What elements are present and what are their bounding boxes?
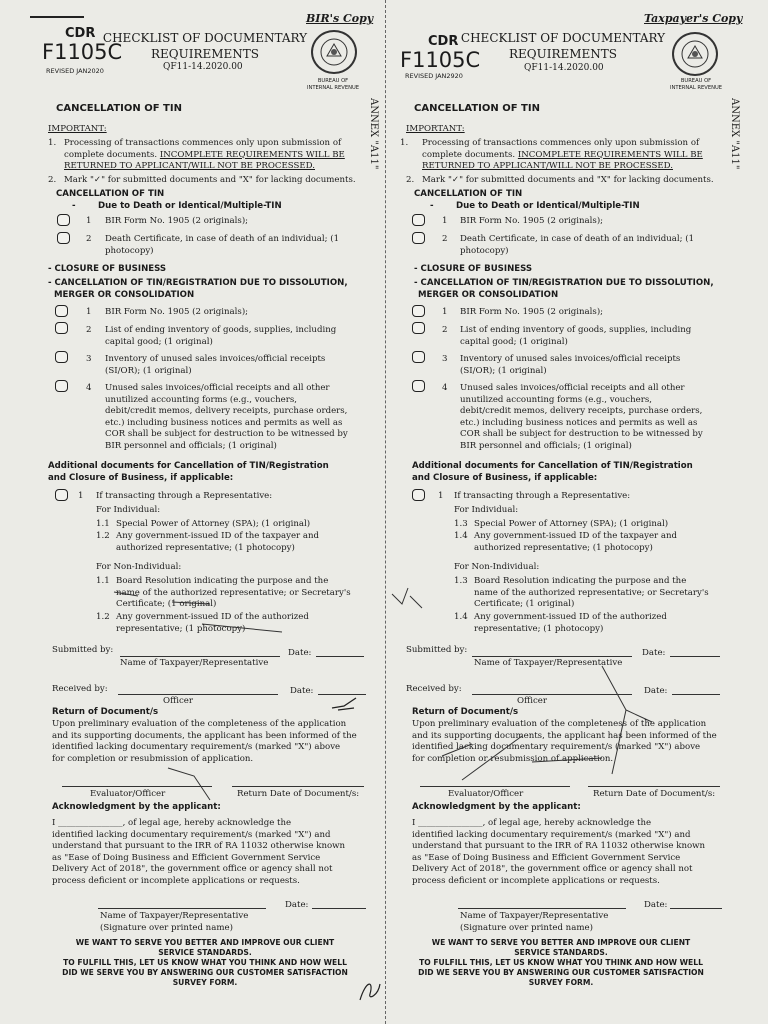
closure-item-4-line-4: etc.) including business notices and permits as well as: [105, 417, 343, 428]
bureau-name: [654, 78, 738, 91]
item-number: 1: [442, 307, 448, 317]
cdr-label: CDR: [65, 26, 96, 41]
submitted-by-label: Submitted by:: [406, 645, 468, 655]
handwritten-check: [388, 584, 428, 614]
note-1: [64, 138, 374, 173]
qf-code: QF11-14.2020.00: [524, 63, 604, 73]
return-text-line-3: identified lacking documentary requirement/s (marked "X") above: [52, 742, 341, 753]
received-date-label: Date:: [290, 686, 314, 696]
sub-number: 1.3: [454, 576, 468, 586]
sub-number: 1.2: [96, 612, 110, 622]
additional-header-1: Additional documents for Cancellation of TIN/Registration: [412, 461, 693, 471]
checkbox-representative[interactable]: [412, 489, 425, 501]
nonindiv-item-1-line-2: name of the authorized representative; or Secretary's: [116, 587, 351, 598]
sub-number: 1.4: [454, 531, 468, 541]
submitted-date-label: Date:: [288, 648, 312, 658]
sub-cancellation: CANCELLATION OF TIN: [414, 189, 523, 199]
checkbox-death-2[interactable]: [412, 232, 425, 244]
indiv-item-1: Special Power of Attorney (SPA); (1 original): [116, 519, 311, 529]
ack-line-5: Delivery Act of 2018", the government office or agency shall not: [52, 864, 333, 875]
checkbox-closure-2[interactable]: [412, 322, 425, 334]
ack-line-6: process deficient or incomplete applications or requests.: [412, 875, 660, 886]
checkbox-death-1[interactable]: [57, 214, 70, 226]
closure-item-4-line-3: debit/credit memos, delivery receipts, purchase orders,: [460, 406, 703, 417]
note-1-line-1: Processing of transactions commences only upon submission of: [64, 138, 342, 148]
sig-over-name-label: (Signature over printed name): [100, 923, 233, 933]
sub-number: 1.1: [96, 576, 110, 586]
item-number: 3: [86, 354, 92, 364]
dissolution-header-1: - CANCELLATION OF TIN/REGISTRATION DUE TO DISSOLUTION,: [414, 278, 714, 288]
dissolution-header-2: MERGER OR CONSOLIDATION: [418, 290, 559, 300]
form-number: F1105C: [42, 40, 123, 64]
dissolution-header-2: MERGER OR CONSOLIDATION: [54, 290, 195, 300]
closure-item-4-line-2: unutilized accounting forms (e.g., vouchers,: [460, 394, 652, 405]
closure-item-4-line-5: COR shall be subject for destruction to be witnessed by: [460, 429, 703, 440]
return-date-field[interactable]: [232, 786, 364, 787]
indiv-item-2-line-2: authorized representative; (1 photocopy): [116, 542, 295, 553]
evaluator-label: Evaluator/Officer: [448, 789, 524, 799]
sub-identical: Due to Death or Identical/Multiple-TIN: [456, 201, 640, 211]
closure-item-4-line-6: BIR personnel and officials; (1 original): [460, 440, 632, 451]
received-by-label: Received by:: [406, 684, 462, 694]
additional-header-2: and Closure of Business, if applicable:: [412, 473, 598, 483]
serve-line-1: WE WANT TO SERVE YOU BETTER AND IMPROVE OUR CLIENT: [431, 938, 691, 947]
ack-date-label: Date:: [285, 900, 309, 910]
note-num-2: 2.: [406, 175, 415, 185]
closure-item-3-line-1: Inventory of unused sales invoices/official receipts: [105, 354, 326, 364]
sub-dash: -: [72, 201, 76, 211]
closure-item-3-line-2: (SI/OR); (1 original): [460, 365, 547, 376]
note-2: Mark "✓" for submitted documents and "X" for lacking documents.: [64, 175, 356, 185]
nonindiv-item-1-line-1: Board Resolution indicating the purpose and the: [116, 576, 329, 586]
ack-line-4: as "Ease of Doing Business and Efficient Government Service: [412, 852, 681, 863]
officer-label: Officer: [517, 696, 547, 706]
nonindiv-item-2-line-2: representative; (1 photocopy): [474, 623, 604, 634]
death-item-1: BIR Form No. 1905 (2 originals);: [460, 216, 604, 226]
death-item-2: [460, 234, 730, 257]
ack-text: [52, 818, 372, 888]
representative-text: If transacting through a Representative:: [96, 491, 273, 501]
item-number: 1: [86, 307, 92, 317]
ack-line-3: understand that pursuant to the IRR of RA 11032 otherwise known: [52, 841, 346, 852]
return-date-label: Return Date of Document/s:: [593, 789, 716, 799]
checkbox-closure-3[interactable]: [55, 351, 68, 363]
closure-item-2-line-1: List of ending inventory of goods, supplies, including: [460, 325, 692, 335]
note-1-line-2b: INCOMPLETE REQUIREMENTS WILL BE: [159, 149, 345, 160]
nonindiv-item-1-line-1: Board Resolution indicating the purpose and the: [474, 576, 687, 586]
nonindiv-item-2: [474, 612, 734, 635]
closure-item-2-line-1: List of ending inventory of goods, supplies, including: [105, 325, 337, 335]
bureau-line-1: BUREAU OF: [680, 78, 712, 84]
important-label: IMPORTANT:: [48, 124, 107, 134]
closure-item-4-line-4: etc.) including business notices and permits as well as: [460, 417, 698, 428]
sub-number: 1.2: [96, 531, 110, 541]
received-date-field[interactable]: [318, 694, 366, 695]
indiv-item-2: [116, 531, 376, 554]
closure-item-2-line-2: capital good; (1 original): [105, 336, 213, 347]
checkbox-closure-1[interactable]: [55, 305, 68, 317]
checkbox-closure-4[interactable]: [412, 380, 425, 392]
title-line-2: REQUIREMENTS: [150, 47, 260, 61]
client-service-note: [396, 938, 726, 988]
form-number: F1105C: [400, 48, 481, 72]
note-num-1: 1.: [400, 138, 409, 148]
death-item-2-line-1: Death Certificate, in case of death of an individual; (1: [105, 234, 340, 244]
item-number: 4: [86, 383, 92, 393]
ack-name-label: Name of Taxpayer/Representative: [460, 911, 609, 921]
ack-name-field[interactable]: [458, 908, 626, 909]
return-date-label: Return Date of Document/s:: [237, 789, 360, 799]
title-line-2: REQUIREMENTS: [508, 47, 618, 61]
serve-line-2: SERVICE STANDARDS.: [514, 948, 608, 957]
note-1-line-1: Processing of transactions commences only upon submission of: [422, 138, 700, 148]
nonindiv-item-2-line-2: representative; (1 photocopy): [116, 623, 246, 634]
item-number: 1: [438, 491, 444, 501]
return-docs-title: Return of Document/s: [412, 707, 519, 717]
ack-line-1: I _______________, of legal age, hereby acknowledge the: [52, 818, 292, 828]
name-taxpayer-rep-label: Name of Taxpayer/Representative: [474, 658, 623, 668]
death-item-2-line-2: photocopy): [105, 245, 154, 256]
for-non-individual: For Non-Individual:: [96, 562, 182, 572]
handwritten-strike-marks: [112, 584, 302, 638]
submitted-date-field[interactable]: [670, 656, 720, 657]
additional-header-2: and Closure of Business, if applicable:: [48, 473, 234, 483]
cdr-label: CDR: [428, 34, 459, 49]
nonindiv-item-2-line-1: Any government-issued ID of the authorized: [116, 612, 309, 622]
received-by-label: Received by:: [52, 684, 108, 694]
checkbox-closure-3[interactable]: [412, 351, 425, 363]
closure-item-4: [105, 383, 377, 453]
closure-item-2: [460, 325, 730, 348]
return-text-line-2: and its supporting documents, the applicant has been informed of the: [412, 730, 717, 741]
title-line-1: CHECKLIST OF DOCUMENTARY: [460, 31, 666, 45]
return-text-line-4: for completion or resubmission of application.: [52, 753, 254, 764]
death-item-2: [105, 234, 375, 257]
client-service-note: [40, 938, 370, 988]
serve-line-3: TO FULFILL THIS, LET US KNOW WHAT YOU THINK AND HOW WELL: [63, 958, 347, 967]
closure-item-4-line-1: Unused sales invoices/official receipts and all other: [460, 383, 685, 393]
dissolution-header-1: - CANCELLATION OF TIN/REGISTRATION DUE TO DISSOLUTION,: [48, 278, 348, 288]
nonindiv-item-1-line-3: Certificate; (1 original): [116, 599, 217, 610]
serve-line-5: SURVEY FORM.: [528, 978, 594, 987]
checkbox-death-2[interactable]: [57, 232, 70, 244]
ack-title: Acknowledgment by the applicant:: [52, 802, 221, 812]
item-number: 1: [78, 491, 84, 501]
death-item-2-line-1: Death Certificate, in case of death of an individual; (1: [460, 234, 695, 244]
note-1: [422, 138, 732, 173]
item-number: 2: [86, 325, 92, 335]
bureau-line-2: INTERNAL REVENUE: [306, 84, 360, 91]
handwritten-check: [164, 764, 224, 804]
handwritten-signature: [356, 976, 384, 1004]
sub-cancellation: CANCELLATION OF TIN: [56, 189, 165, 199]
ack-line-3: understand that pursuant to the IRR of RA 11032 otherwise known: [412, 841, 706, 852]
sub-number: 1.1: [96, 519, 110, 529]
item-number: 4: [442, 383, 448, 393]
serve-line-5: SURVEY FORM.: [172, 978, 238, 987]
ack-date-label: Date:: [644, 900, 668, 910]
closure-item-4-line-1: Unused sales invoices/official receipts and all other: [105, 383, 330, 393]
cut-line: [385, 0, 387, 1024]
note-1-line-3: RETURNED TO APPLICANT/WILL NOT BE PROCESSED.: [422, 161, 673, 172]
ack-name-label: Name of Taxpayer/Representative: [100, 911, 249, 921]
checkbox-closure-4[interactable]: [55, 380, 68, 392]
serve-line-1: WE WANT TO SERVE YOU BETTER AND IMPROVE OUR CLIENT: [75, 938, 335, 947]
for-individual: For Individual:: [454, 505, 519, 515]
received-by-field[interactable]: [118, 694, 278, 695]
indiv-item-2-line-2: authorized representative; (1 photocopy): [474, 542, 653, 553]
received-date-label: Date:: [644, 686, 668, 696]
note-1-line-2b: INCOMPLETE REQUIREMENTS WILL BE: [517, 149, 703, 160]
serve-line-4: DID WE SERVE YOU BY ANSWERING OUR CUSTOMER SATISFACTION: [62, 968, 348, 977]
bureau-name: [292, 78, 374, 91]
return-text-line-1: Upon preliminary evaluation of the completeness of the application: [412, 719, 707, 729]
sub-number: 1.3: [454, 519, 468, 529]
nonindiv-item-1: [474, 576, 744, 611]
item-number: 2: [442, 325, 448, 335]
annex-label: ANNEX "A11": [368, 98, 379, 170]
item-number: 1: [86, 216, 92, 226]
sub-identical: Due to Death or Identical/Multiple-TIN: [98, 201, 282, 211]
ack-name-field[interactable]: [98, 908, 266, 909]
return-text-line-3: identified lacking documentary requirement/s (marked "X") above: [412, 742, 701, 753]
submitted-by-label: Submitted by:: [52, 645, 114, 655]
closure-item-4: [460, 383, 732, 453]
ack-text: [412, 818, 732, 888]
closure-item-4-line-6: BIR personnel and officials; (1 original): [105, 440, 277, 451]
taxpayer-copy-label: Taxpayer's Copy: [644, 12, 743, 25]
note-2: Mark "✓" for submitted documents and "X" for lacking documents.: [422, 175, 714, 185]
section-title: CANCELLATION OF TIN: [56, 103, 182, 114]
bir-seal-icon: [672, 32, 718, 76]
indiv-item-2-line-1: Any government-issued ID of the taxpayer and: [116, 531, 320, 541]
ack-line-2: identified lacking documentary requirement/s (marked "X") and: [412, 829, 691, 840]
note-num-1: 1.: [48, 138, 57, 148]
serve-line-2: SERVICE STANDARDS.: [158, 948, 252, 957]
checkbox-closure-2[interactable]: [55, 322, 68, 334]
closure-header: - CLOSURE OF BUSINESS: [48, 264, 167, 274]
item-number: 1: [442, 216, 448, 226]
closure-header: - CLOSURE OF BUSINESS: [414, 264, 533, 274]
bureau-line-2: INTERNAL REVENUE: [669, 84, 723, 91]
ack-line-5: Delivery Act of 2018", the government office or agency shall not: [412, 864, 693, 875]
serve-line-3: TO FULFILL THIS, LET US KNOW WHAT YOU THINK AND HOW WELL: [419, 958, 703, 967]
submitted-date-label: Date:: [642, 648, 666, 658]
important-label: IMPORTANT:: [406, 124, 465, 134]
closure-item-4-line-3: debit/credit memos, delivery receipts, purchase orders,: [105, 406, 348, 417]
submitted-by-field[interactable]: [472, 656, 632, 657]
submitted-date-field[interactable]: [316, 656, 364, 657]
additional-header-1: Additional documents for Cancellation of TIN/Registration: [48, 461, 329, 471]
evaluator-label: Evaluator/Officer: [90, 789, 166, 799]
section-title: CANCELLATION OF TIN: [414, 103, 540, 114]
closure-item-3: [105, 354, 375, 377]
ack-date-field[interactable]: [670, 908, 722, 909]
evaluator-field[interactable]: [420, 786, 570, 787]
bureau-line-1: BUREAU OF: [317, 78, 349, 84]
officer-label: Officer: [163, 696, 193, 706]
return-docs-title: Return of Document/s: [52, 707, 159, 717]
checkbox-death-1[interactable]: [412, 214, 425, 226]
nonindiv-item-2-line-1: Any government-issued ID of the authorized: [474, 612, 667, 622]
checkbox-representative[interactable]: [55, 489, 68, 501]
bir-copy-label: BIR's Copy: [306, 12, 374, 25]
ack-line-2: identified lacking documentary requirement/s (marked "X") and: [52, 829, 331, 840]
return-text-line-4: for completion or resubmission of application.: [412, 753, 614, 764]
closure-item-1: BIR Form No. 1905 (2 originals);: [460, 307, 604, 317]
closure-item-4-line-5: COR shall be subject for destruction to be witnessed by: [105, 429, 348, 440]
closure-item-2: [105, 325, 375, 348]
form-title: [100, 30, 310, 62]
item-number: 3: [442, 354, 448, 364]
handwritten-cross: [432, 732, 612, 792]
return-text-line-2: and its supporting documents, the applicant has been informed of the: [52, 730, 357, 741]
note-1-line-3: RETURNED TO APPLICANT/WILL NOT BE PROCESSED.: [64, 161, 315, 172]
indiv-item-2: [474, 531, 734, 554]
closure-item-3-line-1: Inventory of unused sales invoices/official receipts: [460, 354, 681, 364]
death-item-1: BIR Form No. 1905 (2 originals);: [105, 216, 249, 226]
representative-text: If transacting through a Representative:: [454, 491, 631, 501]
note-1-line-2a: complete documents.: [64, 149, 158, 160]
item-number: 2: [442, 234, 448, 244]
for-non-individual: For Non-Individual:: [454, 562, 540, 572]
closure-item-1: BIR Form No. 1905 (2 originals);: [105, 307, 249, 317]
handwritten-mark: [330, 696, 360, 712]
header-rule: [30, 16, 84, 18]
nonindiv-item-1-line-2: name of the authorized representative; or Secretary's: [474, 587, 709, 598]
submitted-by-field[interactable]: [120, 656, 280, 657]
indiv-item-1: Special Power of Attorney (SPA); (1 original): [474, 519, 669, 529]
closure-item-4-line-2: unutilized accounting forms (e.g., vouchers,: [105, 394, 297, 405]
nonindiv-item-1-line-3: Certificate; (1 original): [474, 599, 575, 610]
return-text: [52, 719, 372, 765]
received-date-field[interactable]: [672, 694, 720, 695]
annex-label: ANNEX "A11": [729, 98, 740, 170]
ack-line-1: I _______________, of legal age, hereby acknowledge the: [412, 818, 652, 828]
sub-dash: -: [430, 201, 434, 211]
closure-item-2-line-2: capital good; (1 original): [460, 336, 568, 347]
checkbox-closure-1[interactable]: [412, 305, 425, 317]
name-taxpayer-rep-label: Name of Taxpayer/Representative: [120, 658, 269, 668]
revised-date: REVISED JAN2020: [46, 67, 104, 75]
bir-seal-icon: [311, 30, 357, 74]
revised-date: REVISED JAN2920: [405, 72, 463, 80]
ack-title: Acknowledgment by the applicant:: [412, 802, 581, 812]
qf-code: QF11-14.2020.00: [163, 62, 243, 72]
ack-line-4: as "Ease of Doing Business and Efficient Government Service: [52, 852, 321, 863]
indiv-item-2-line-1: Any government-issued ID of the taxpayer and: [474, 531, 678, 541]
ack-date-field[interactable]: [312, 908, 366, 909]
return-date-field[interactable]: [588, 786, 720, 787]
ack-line-6: process deficient or incomplete applications or requests.: [52, 875, 300, 886]
note-1-line-2a: complete documents.: [422, 149, 516, 160]
return-text-line-1: Upon preliminary evaluation of the completeness of the application: [52, 719, 347, 729]
sig-over-name-label: (Signature over printed name): [460, 923, 593, 933]
taxpayer-copy-panel: [388, 0, 768, 1024]
closure-item-3-line-2: (SI/OR); (1 original): [105, 365, 192, 376]
sub-number: 1.4: [454, 612, 468, 622]
item-number: 2: [86, 234, 92, 244]
for-individual: For Individual:: [96, 505, 161, 515]
serve-line-4: DID WE SERVE YOU BY ANSWERING OUR CUSTOMER SATISFACTION: [418, 968, 704, 977]
note-num-2: 2.: [48, 175, 57, 185]
form-title: [454, 30, 672, 62]
death-item-2-line-2: photocopy): [460, 245, 509, 256]
title-line-1: CHECKLIST OF DOCUMENTARY: [102, 31, 308, 45]
closure-item-3: [460, 354, 730, 377]
